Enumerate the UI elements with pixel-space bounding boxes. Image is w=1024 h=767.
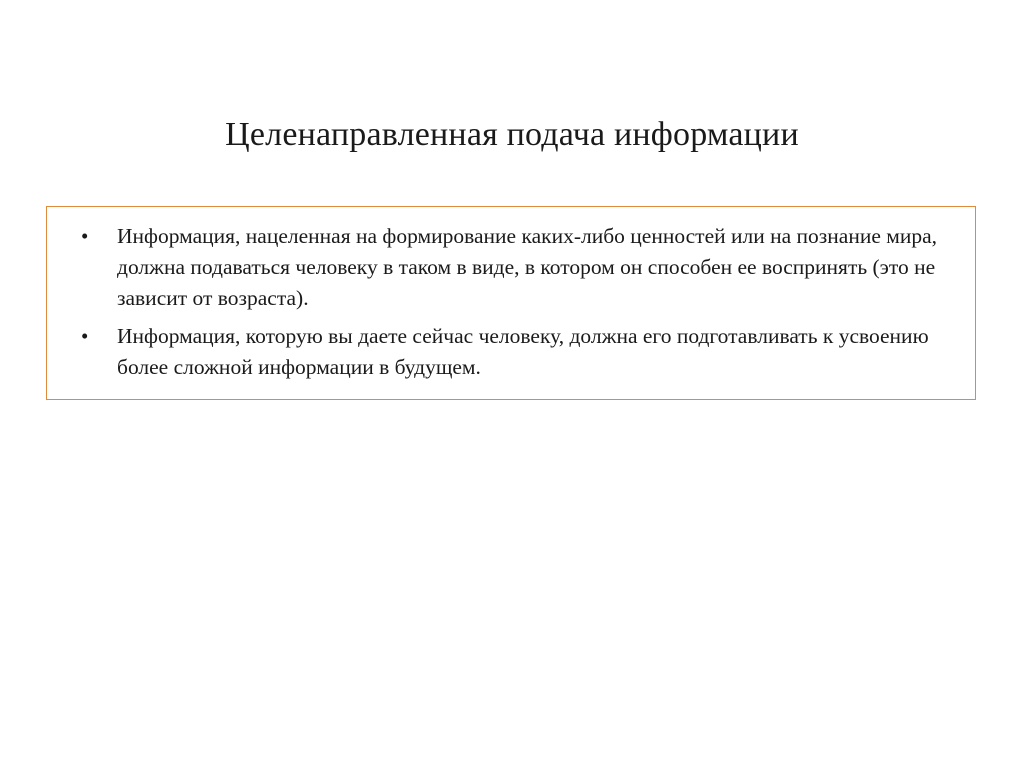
bullet-list <box>65 221 949 383</box>
page-title: Целенаправленная подача информации <box>225 115 799 153</box>
content-box <box>46 206 976 400</box>
list-item <box>65 221 949 315</box>
bullet-icon: • <box>81 323 89 348</box>
list-item-text: Информация, нацеленная на формирование каких-либо ценностей или на познание мира, должна подаваться человеку в таком в виде, в котором он способен ее воспринять (это не зависит от возраста). <box>117 224 938 311</box>
bullet-icon: • <box>81 224 89 248</box>
list-item-text: Информация, которую вы даете сейчас человеку, должна его подготавливать к усвоению более сложной информации в будущем. <box>117 323 929 379</box>
list-item <box>65 321 949 383</box>
